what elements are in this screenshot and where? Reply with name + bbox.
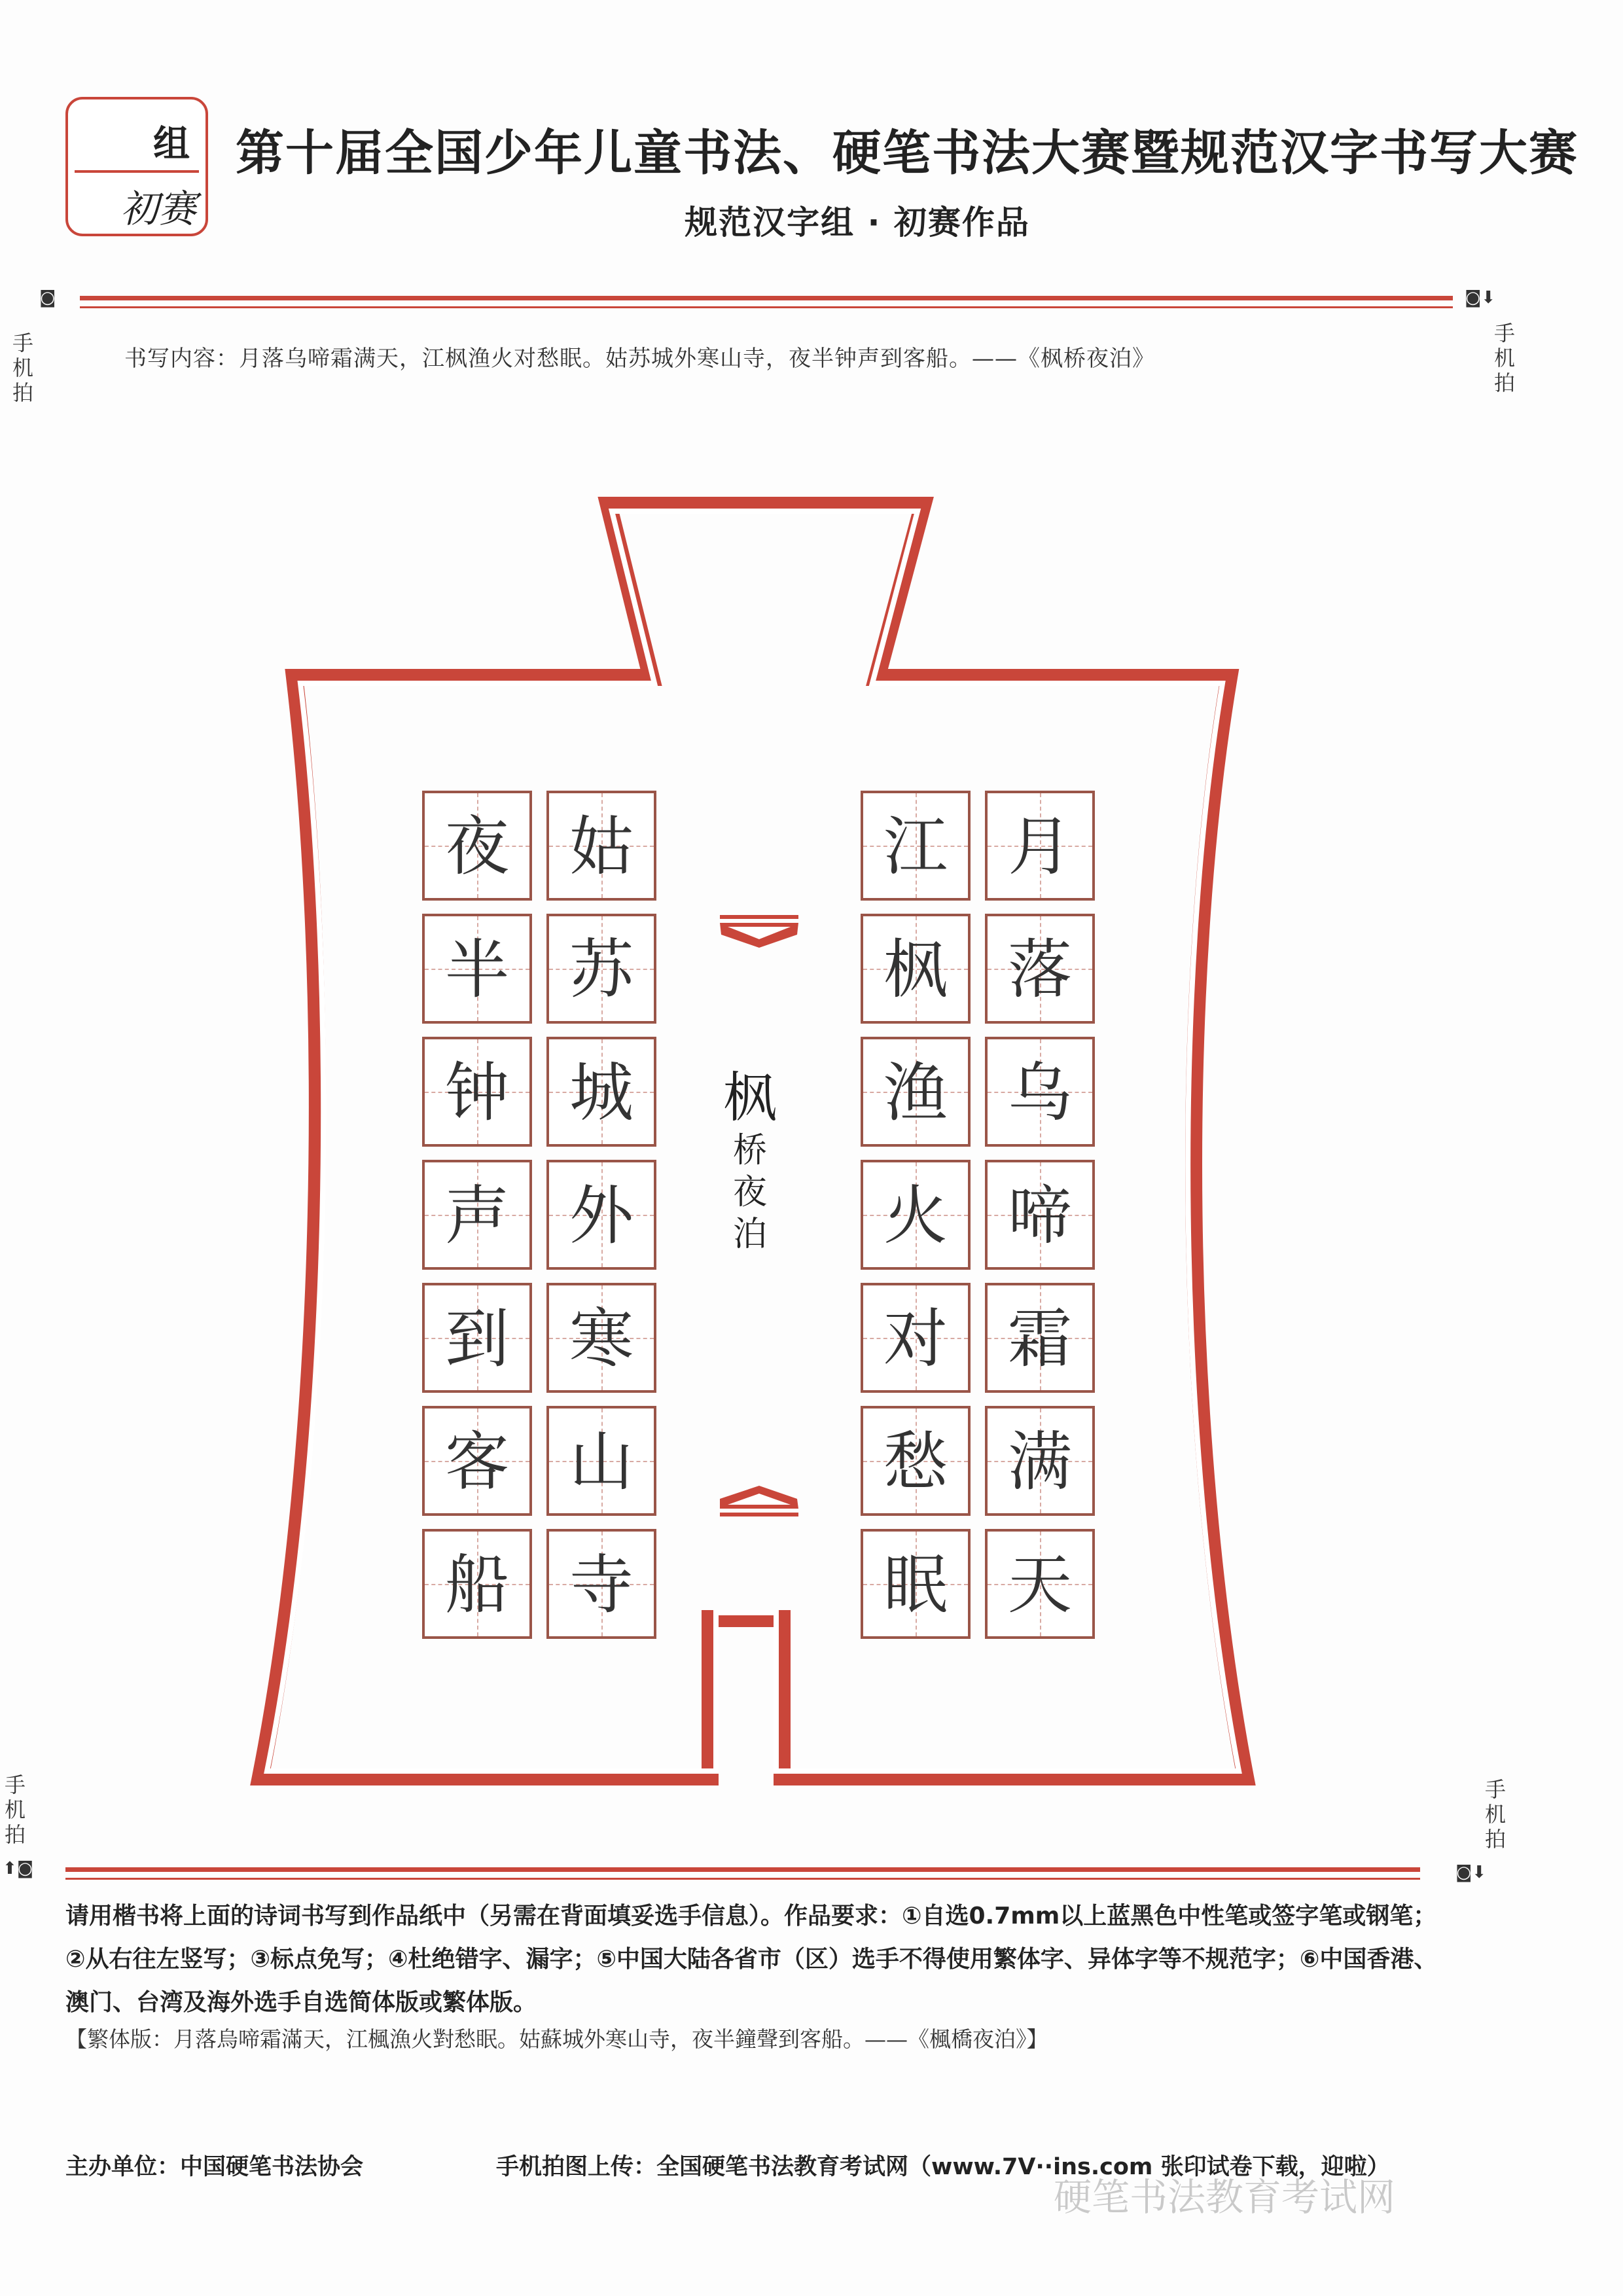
grid-cell — [422, 1160, 532, 1270]
grid-char: 枫 — [883, 933, 948, 1007]
grid-char: 满 — [1007, 1425, 1072, 1499]
traditional-version-note: 【繁体版：月落烏啼霜滿天，江楓漁火對愁眠。姑蘇城外寒山寺，夜半鐘聲到客船。——《楓橋夜泊》】 — [65, 2026, 1048, 2052]
grid-cell — [546, 791, 656, 901]
grid-char: 眠 — [883, 1548, 948, 1623]
grid-char: 渔 — [883, 1056, 948, 1130]
grid-char: 姑 — [569, 810, 633, 884]
phone-shot-label-right-bottom: 手机拍 — [1484, 1777, 1506, 1852]
grid-cell — [861, 1160, 971, 1270]
grid-char: 夜 — [444, 810, 509, 884]
poem-title-char: 枫 — [722, 1067, 777, 1129]
page-subtitle: 规范汉字组 · 初赛作品 — [685, 204, 1030, 242]
grid-cell — [861, 1283, 971, 1393]
phone-shot-label-right-top: 手机拍 — [1493, 321, 1515, 395]
grid-char: 声 — [444, 1179, 509, 1253]
grid-cell — [861, 1406, 971, 1516]
page-title: 第十届全国少年儿童书法、硬笔书法大赛暨规范汉字书写大赛 — [236, 125, 1578, 181]
grid-cell — [861, 791, 971, 901]
upload-instruction: 手机拍图上传：全国硬笔书法教育考试网（www.7V··ins.com 张印试卷下载，迎啦） — [496, 2154, 1390, 2180]
grid-cell — [985, 1283, 1095, 1393]
poem-title-char: 夜 — [732, 1173, 767, 1212]
grid-char: 城 — [569, 1056, 633, 1130]
poem-title-char: 桥 — [732, 1131, 767, 1170]
poem-vertical-title — [719, 1067, 781, 1255]
camera-up-icon-left: ⬆◙ — [3, 1859, 34, 1878]
grid-char: 外 — [569, 1179, 633, 1253]
grid-char: 江 — [883, 810, 948, 884]
watermark: 硬笔书法教育考试网 — [1054, 2175, 1396, 2219]
camera-down-icon: ◙⬇ — [1465, 288, 1496, 308]
grid-cell — [546, 1406, 656, 1516]
grid-char: 月 — [1007, 810, 1072, 884]
poem-title-char: 泊 — [732, 1215, 767, 1254]
grid-cell — [422, 1283, 532, 1393]
badge-group-label: 组 — [153, 122, 190, 166]
grid-cell — [422, 1529, 532, 1639]
camera-up-icon: ◙⬇ — [1455, 1863, 1487, 1882]
grid-cell — [985, 914, 1095, 1024]
grid-char: 客 — [444, 1425, 509, 1499]
bottom-ornament-icon — [720, 1486, 798, 1516]
grid-cell — [422, 791, 532, 901]
top-ornament-icon — [720, 915, 798, 948]
writing-requirements: 请用楷书将上面的诗词书写到作品纸中（另需在背面填妥选手信息）。作品要求：①自选0.7mm以上蓝黑色中性笔或签字笔或钢笔；②从右往左竖写；③标点免写；④杜绝错字、漏字；⑤中国大陆各省市（区）选手不得使用繁体字、异体字等不规范字；⑥中国香港、澳门、台湾及海外选手自选简体版或繁体版。 — [65, 1903, 1438, 2016]
grid-cell — [546, 1283, 656, 1393]
grid-cell — [422, 1406, 532, 1516]
grid-char: 半 — [444, 933, 509, 1007]
grid-cell — [546, 1037, 656, 1147]
grid-char: 寺 — [569, 1548, 633, 1623]
grid-cell — [546, 914, 656, 1024]
grid-char: 山 — [569, 1425, 633, 1499]
bottom-rule-thick — [65, 1867, 1420, 1872]
grid-char: 落 — [1007, 933, 1072, 1007]
grid-char: 乌 — [1007, 1056, 1072, 1130]
grid-cell — [985, 1529, 1095, 1639]
grid-char: 到 — [444, 1302, 509, 1376]
grid-cell — [985, 1406, 1095, 1516]
grid-cell — [985, 1160, 1095, 1270]
grid-char: 对 — [883, 1302, 948, 1376]
grid-char: 火 — [883, 1179, 948, 1253]
grid-char: 苏 — [569, 933, 633, 1007]
badge-stage-label: 初赛 — [120, 187, 197, 231]
grid-cell — [861, 914, 971, 1024]
grid-cell — [546, 1529, 656, 1639]
camera-icon: ◙ — [39, 288, 56, 308]
grid-cell — [985, 791, 1095, 901]
bottom-rule-thin — [65, 1878, 1420, 1880]
phone-shot-label-left-bottom: 手机拍 — [4, 1772, 26, 1847]
phone-shot-label-left-top: 手机拍 — [12, 331, 33, 405]
grid-cell — [985, 1037, 1095, 1147]
grid-char: 钟 — [444, 1056, 509, 1130]
grid-cell — [546, 1160, 656, 1270]
grid-cell — [861, 1037, 971, 1147]
grid-cell — [422, 1037, 532, 1147]
grid-char: 天 — [1007, 1548, 1072, 1623]
grid-char: 啼 — [1007, 1179, 1072, 1253]
grid-char: 霜 — [1007, 1302, 1072, 1376]
writing-content-line: 书写内容：月落乌啼霜满天，江枫渔火对愁眠。姑苏城外寒山寺，夜半钟声到客船。——《枫桥夜泊》 — [124, 346, 1155, 372]
grid-cell — [861, 1529, 971, 1639]
grid-cell — [422, 914, 532, 1024]
grid-char: 寒 — [569, 1302, 633, 1376]
host-organization: 主办单位：中国硬笔书法协会 — [65, 2154, 364, 2180]
grid-char: 船 — [444, 1548, 509, 1623]
grid-char: 愁 — [883, 1425, 948, 1499]
